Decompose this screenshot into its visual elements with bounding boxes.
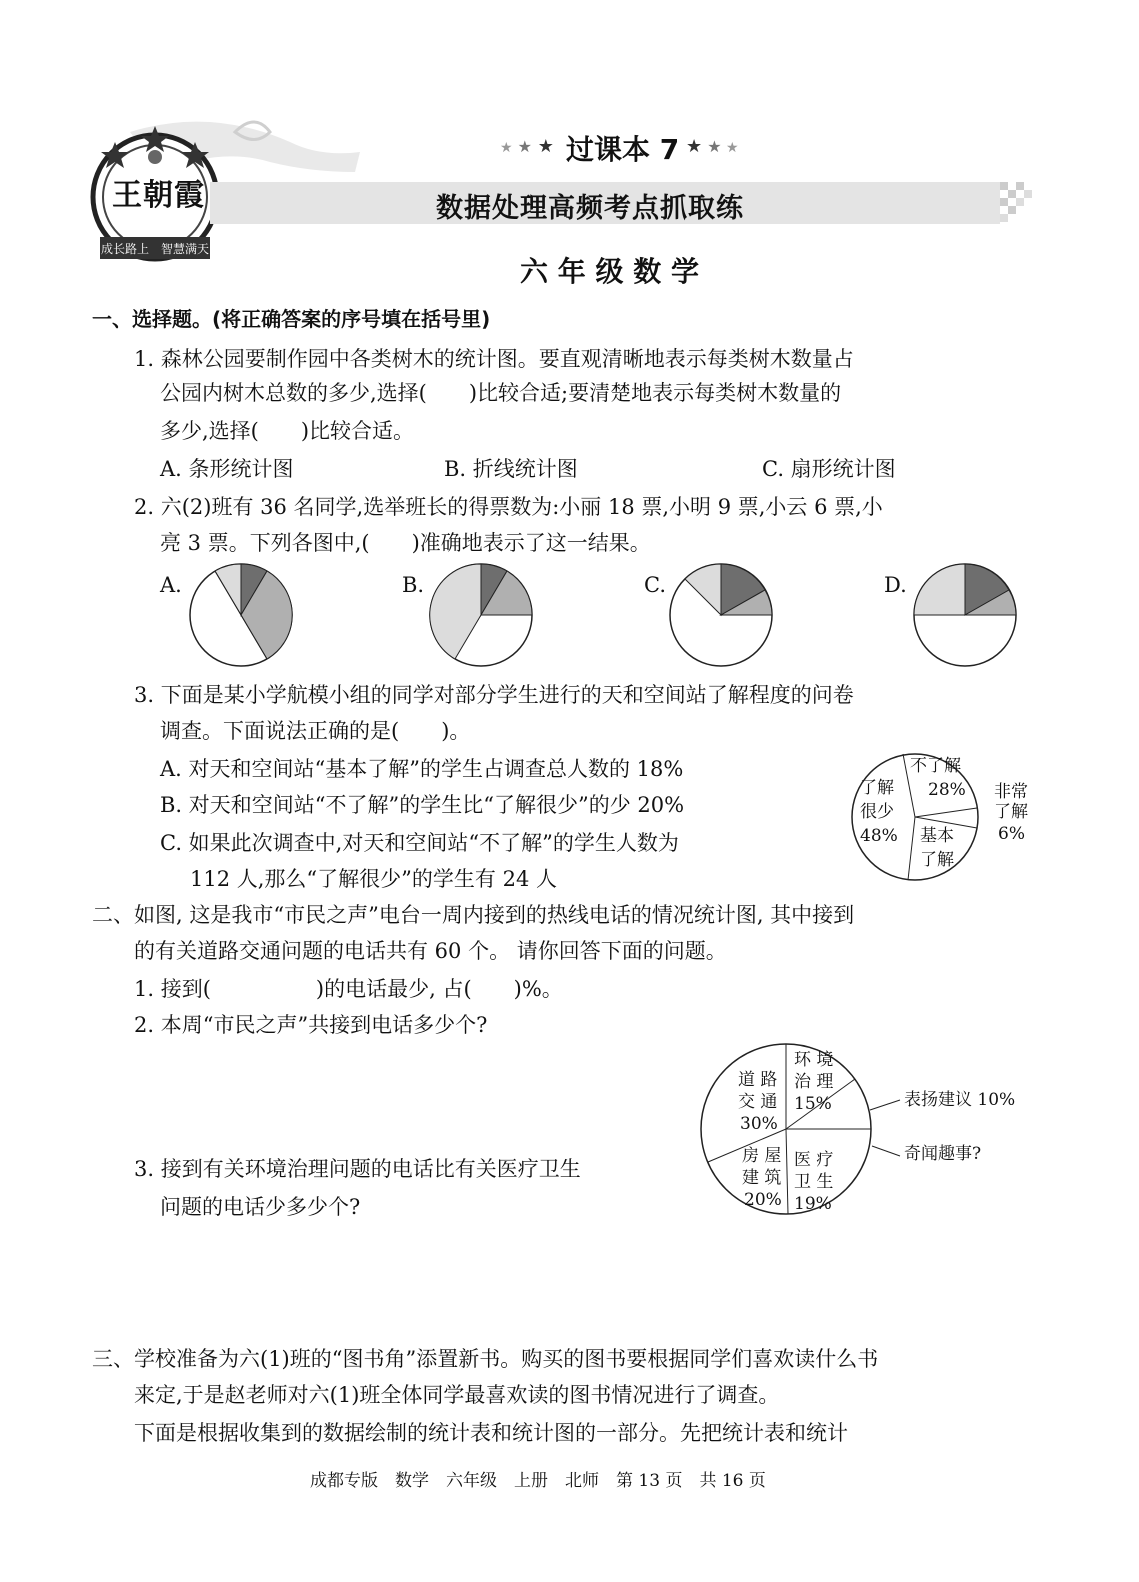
q3-pie-label-henshao-2: 很少	[860, 802, 894, 822]
section2-pie-road-pct: 30%	[740, 1114, 778, 1134]
section2-pie-medical-pct: 19%	[794, 1194, 832, 1214]
section2-pie-env-pct: 15%	[794, 1094, 832, 1114]
section2-q2: 2. 本周“市民之声”共接到电话多少个?	[134, 1013, 488, 1037]
logo-text: 王朝霞	[112, 178, 205, 213]
section2-pie-road-2: 交 通	[738, 1092, 778, 1112]
section2-line2: 的有关道路交通问题的电话共有 60 个。 请你回答下面的问题。	[134, 939, 727, 963]
q3-pie-label-jiben-2: 了解	[920, 850, 954, 870]
section2-pie-env-2: 治 理	[794, 1072, 834, 1092]
section2-q3-line1: 3. 接到有关环境治理问题的电话比有关医疗卫生	[134, 1157, 581, 1181]
q1-line1: 1. 森林公园要制作园中各类树木的统计图。要直观清晰地表示每类树木数量占	[134, 347, 854, 371]
q2-option-a-label: A.	[160, 573, 182, 597]
section2-pie-medical-2: 卫 生	[794, 1172, 834, 1192]
page-footer: 成都专版 数学 六年级 上册 北师 第 13 页 共 16 页	[310, 1471, 766, 1491]
section2-pie-road-1: 道 路	[738, 1070, 778, 1090]
section2-q3-line2: 问题的电话少多少个?	[160, 1195, 361, 1219]
section2-pie-housing-pct: 20%	[744, 1190, 782, 1210]
q2-option-b-label: B.	[402, 573, 425, 597]
q1-option-b: B. 折线统计图	[444, 457, 578, 481]
section2-pie-housing-2: 建 筑	[742, 1168, 782, 1188]
q2-pie-a	[188, 562, 298, 672]
q3-option-c-line2: 112 人,那么“了解很少”的学生有 24 人	[190, 867, 557, 891]
q3-pie-label-feichang-2: 了解	[994, 802, 1028, 822]
section3-line2: 来定,于是赵老师对六(1)班全体同学最喜欢读的图书情况进行了调查。	[134, 1383, 780, 1407]
page-subtitle: 六 年 级 数 学	[520, 255, 699, 288]
banner-checker	[1000, 182, 1040, 224]
section2-pie-medical-1: 医 疗	[794, 1150, 834, 1170]
q2-option-c-label: C.	[644, 573, 666, 597]
section2-line1: 二、如图, 这是我市“市民之声”电台一周内接到的热线电话的情况统计图, 其中接到	[92, 903, 855, 927]
section2-pie-praise: 表扬建议 10%	[904, 1090, 1016, 1110]
q2-option-d-label: D.	[884, 573, 907, 597]
svg-text:成长路上 智慧满天: 成长路上 智慧满天	[100, 242, 210, 256]
banner-title: 数据处理高频考点抓取练	[436, 193, 744, 224]
q3-pie-label-henshao-pct: 48%	[860, 826, 898, 846]
section3-line3: 下面是根据收集到的数据绘制的统计表和统计图的一部分。先把统计表和统计	[134, 1421, 848, 1445]
q3-pie-label-henshao: 了解	[860, 778, 894, 798]
q1-line2: 公园内树木总数的多少,选择( )比较合适;要清楚地表示每类树木数量的	[160, 381, 842, 405]
q3-option-b: B. 对天和空间站“不了解”的学生比“了解很少”的少 20%	[160, 793, 685, 817]
section2-pie-env-1: 环 境	[794, 1050, 834, 1070]
series-stars-left: ★ ★ ★	[500, 136, 554, 157]
q3-line2: 调查。下面说法正确的是( )。	[160, 719, 471, 743]
q3-pie-label-feichang-pct: 6%	[998, 824, 1025, 844]
q1-option-c: C. 扇形统计图	[762, 457, 896, 481]
q3-line1: 3. 下面是某小学航模小组的同学对部分学生进行的天和空间站了解程度的问卷	[134, 683, 854, 707]
q2-pie-b	[428, 562, 538, 672]
series-stars-right: ★ ★ ★	[686, 136, 739, 157]
q2-pie-c	[668, 562, 778, 672]
q3-pie-label-buliaojie: 不了解	[910, 756, 961, 776]
q3-option-a: A. 对天和空间站“基本了解”的学生占调查总人数的 18%	[160, 757, 684, 781]
q3-pie-label-buliaojie-pct: 28%	[928, 780, 966, 800]
section2-pie-news: 奇闻趣事?	[904, 1144, 982, 1164]
q1-option-a: A. 条形统计图	[160, 457, 294, 481]
q2-pie-d	[912, 562, 1022, 672]
section3-line1: 三、学校准备为六(1)班的“图书角”添置新书。购买的图书要根据同学们喜欢读什么书	[92, 1347, 879, 1371]
q1-line3: 多少,选择( )比较合适。	[160, 419, 415, 443]
series-title: 过课本 7	[566, 133, 680, 166]
q3-pie-label-jiben: 基本	[920, 826, 954, 846]
q2-line2: 亮 3 票。下列各图中,( )准确地表示了这一结果。	[160, 531, 651, 555]
section2-pie-housing-1: 房 屋	[742, 1146, 782, 1166]
q2-line1: 2. 六(2)班有 36 名同学,选举班长的得票数为:小丽 18 票,小明 9 票,小云 6 票,小	[134, 495, 883, 519]
section2-q1: 1. 接到( )的电话最少, 占( )%。	[134, 977, 563, 1001]
section1-title: 一、选择题。(将正确答案的序号填在括号里)	[92, 307, 491, 331]
q3-option-c-line1: C. 如果此次调查中,对天和空间站“不了解”的学生人数为	[160, 831, 679, 855]
q3-pie-label-feichang: 非常	[994, 782, 1028, 802]
